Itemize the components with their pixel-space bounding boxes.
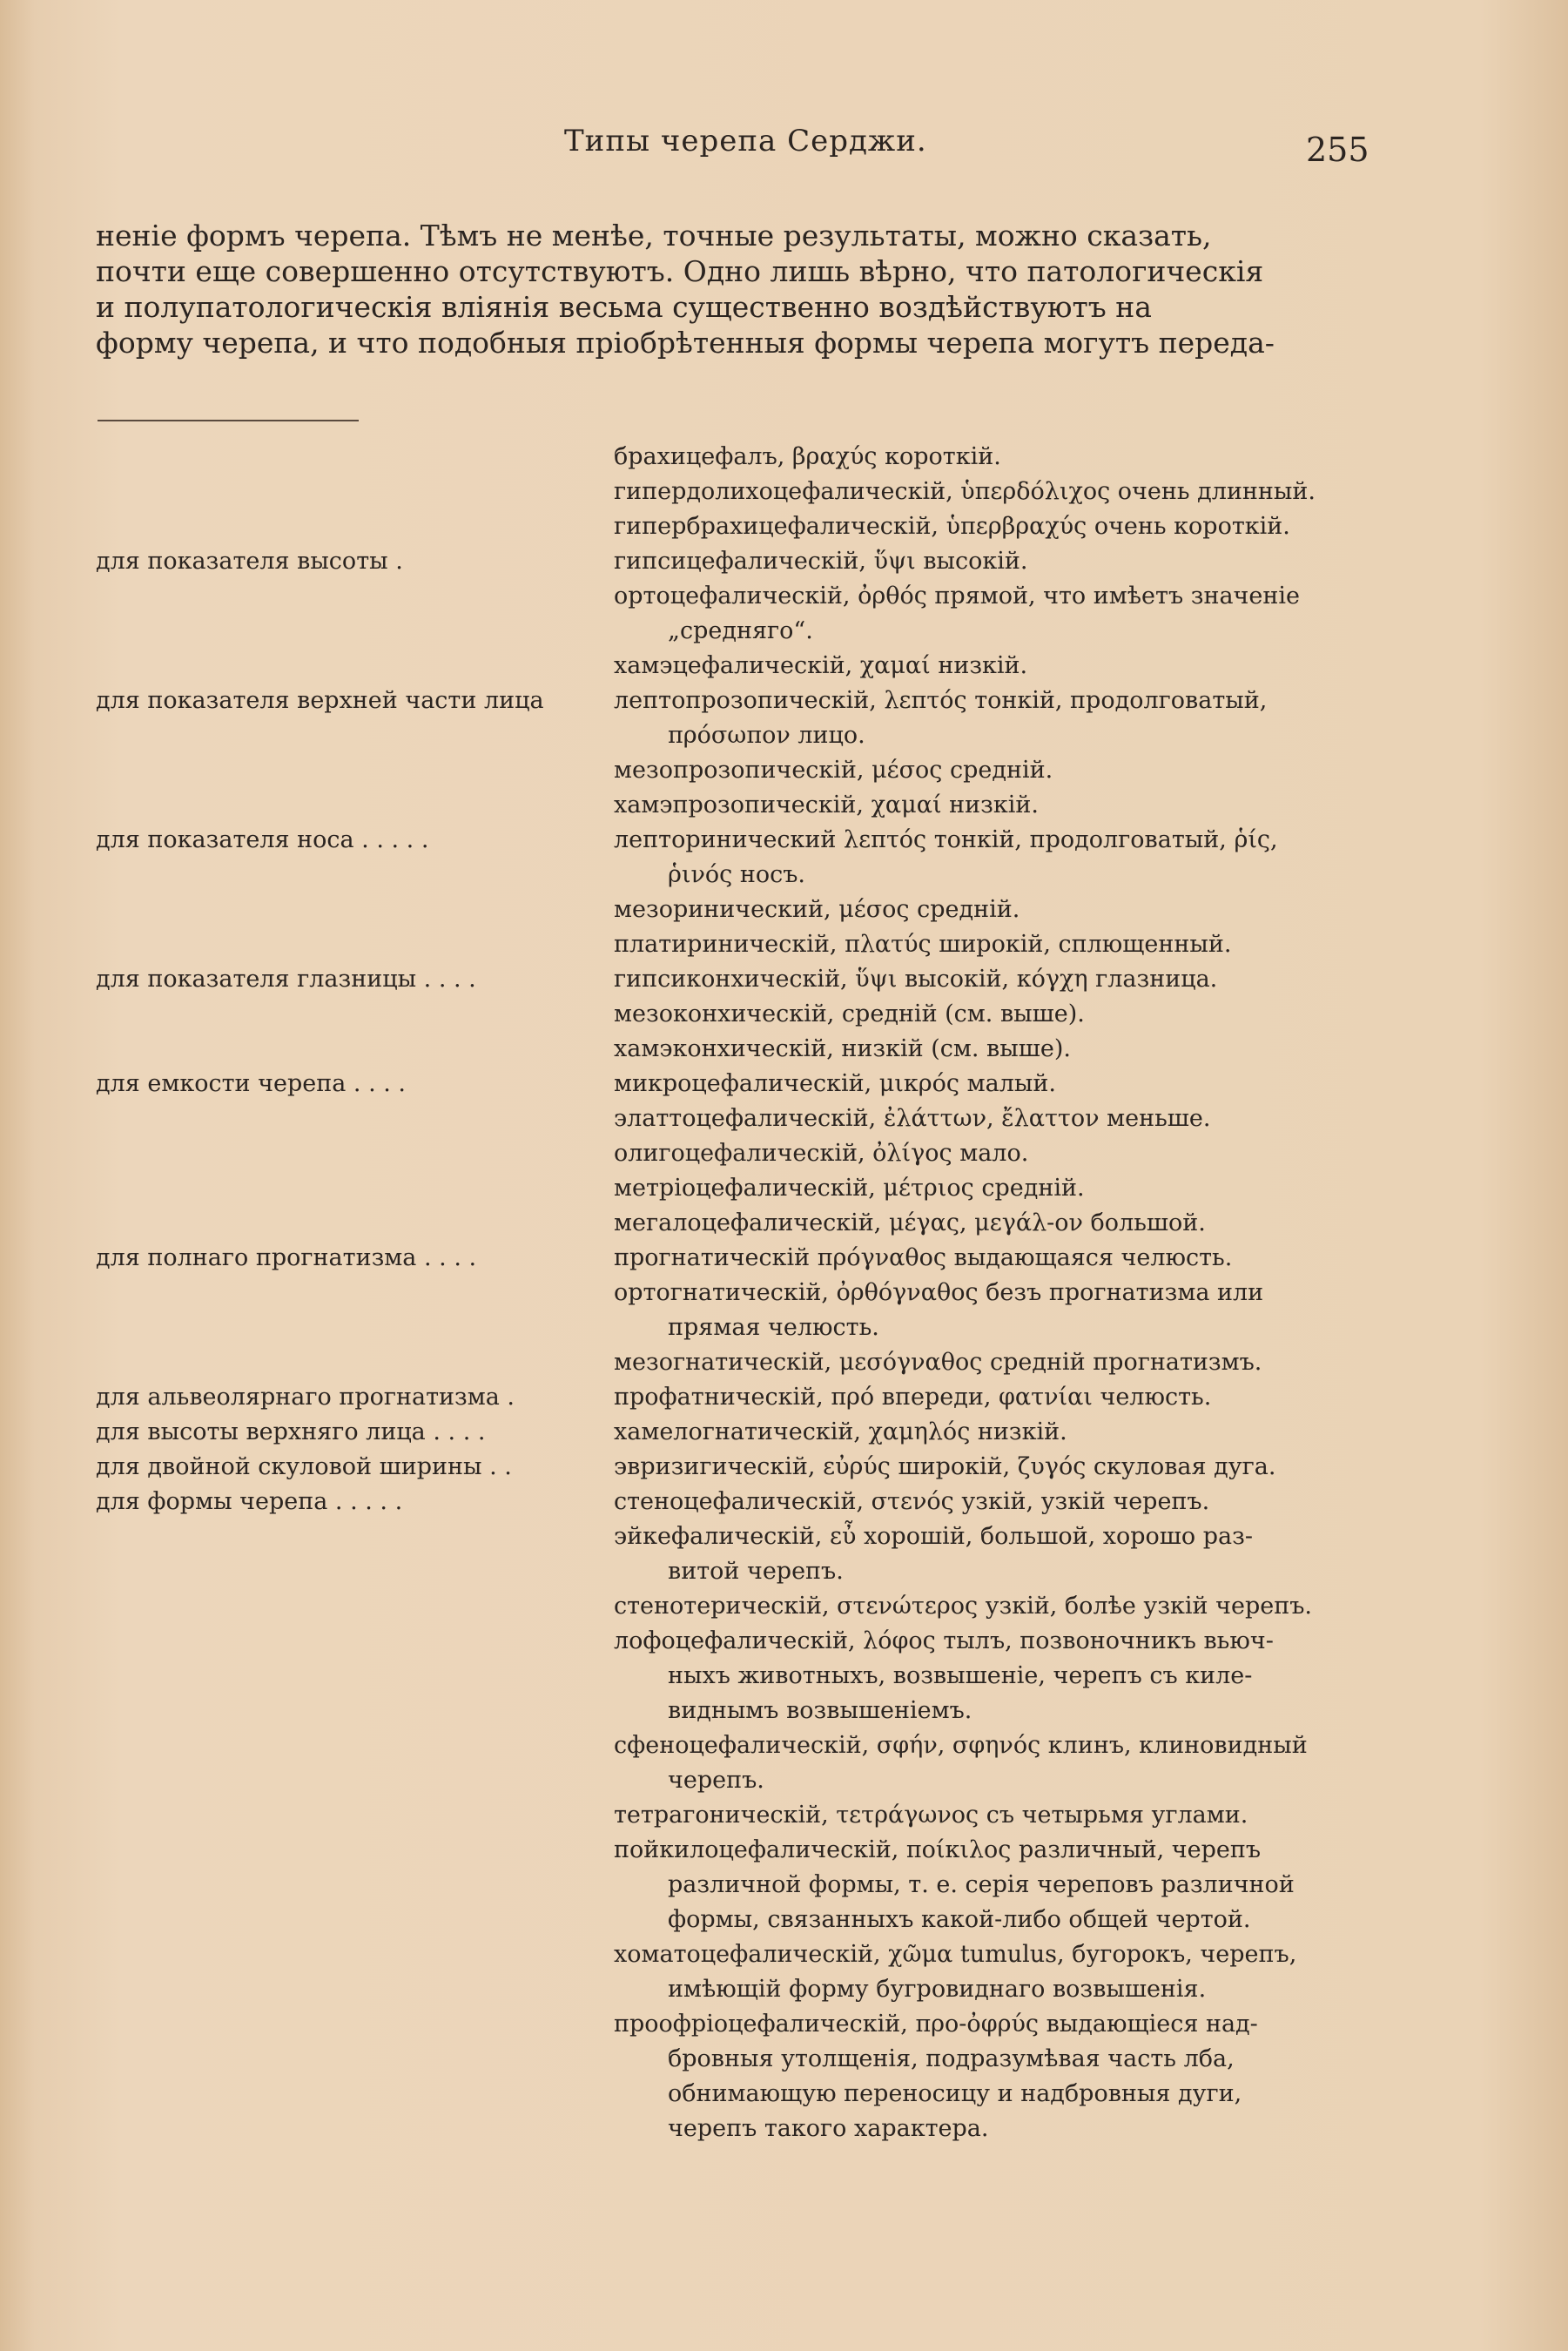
definition-line: стенотерическій, στενώτερος узкій, болѣе узкій черепъ. [614,1593,1312,1620]
definition-line: микроцефалическій, μικρός малый. [614,1070,1056,1097]
definition-line: ортогнатическій, ὀρθόγναθος безъ прогнатизма или [614,1279,1264,1306]
definition-line: метріоцефалическій, μέτριος средній. [614,1175,1085,1202]
intro-line: и полупатологическія вліянія весьма существенно воздѣйствуютъ на [96,290,1152,324]
term-definition [614,927,1363,962]
measure-label: для высоты верхняго лица . . . . [96,1418,486,1445]
term-definition [614,788,1363,823]
definition-line: виднымъ возвышеніемъ. [668,1697,972,1724]
term-entry [0,1345,1568,1380]
term-definition [614,1380,1363,1415]
term-definition [614,649,1363,684]
term-definition [614,2007,1363,2146]
measure-label: для показателя верхней части лица [96,687,544,714]
footnote-rule [98,420,359,421]
definition-line: различной формы, т. е. серія череповъ различной [668,1871,1295,1898]
definition-line: элаттоцефалическій, ἐλάττων, ἔλαττον меньше. [614,1105,1211,1132]
measure-label: для емкости черепа . . . . [96,1070,406,1097]
term-entry [0,962,1568,997]
term-definition [614,1067,1363,1101]
term-entry [0,1624,1568,1728]
term-entry [0,1450,1568,1485]
measure-label: для двойной скуловой ширины . . [96,1453,512,1480]
term-entry [0,684,1568,753]
term-definition [614,1624,1363,1728]
term-definition [614,1450,1363,1485]
definition-line: лептопрозопическій, λεπτός тонкій, продолговатый, [614,687,1268,714]
term-entry [0,1833,1568,1937]
term-definition [614,1485,1363,1519]
definition-line: обнимающую переносицу и надбровныя дуги, [668,2080,1242,2107]
definition-line: ῥινός носъ. [668,861,805,888]
term-definition [614,962,1363,997]
terminology-list [0,440,1568,2146]
term-entry [0,579,1568,649]
term-entry [0,649,1568,684]
definition-line: πρόσωπον лицо. [668,722,865,749]
term-entry [0,893,1568,927]
term-definition [614,1101,1363,1136]
term-definition [614,1276,1363,1345]
term-definition [614,1833,1363,1937]
definition-line: брахицефалъ, βραχύς короткій. [614,443,1001,470]
definition-line: ныхъ животныхъ, возвышеніе, черепъ съ киле- [668,1662,1253,1689]
definition-line: гипердолихоцефалическій, ὑπερδόλιχος очень длинный. [614,478,1316,505]
term-entry [0,1241,1568,1276]
term-entry [0,2007,1568,2146]
term-entry [0,1067,1568,1101]
term-definition [614,1415,1363,1450]
term-entry [0,1136,1568,1171]
intro-line: форму черепа, и что подобныя пріобрѣтенныя формы черепа могутъ переда- [96,326,1275,360]
definition-line: стеноцефалическій, στενός узкій, узкій черепъ. [614,1488,1210,1515]
term-definition [614,509,1363,544]
term-definition [614,1032,1363,1067]
term-definition [614,997,1363,1032]
definition-line: бровныя утолщенія, подразумѣвая часть лба, [668,2045,1235,2072]
measure-label: для альвеолярнаго прогнатизма . [96,1384,515,1411]
term-definition [614,1728,1363,1798]
term-definition [614,440,1363,475]
term-definition [614,475,1363,509]
definition-line: „средняго“. [668,617,813,644]
definition-line: проофріоцефалическій, προ-ὀφρύς выдающіеся над- [614,2011,1258,2038]
term-definition [614,1798,1363,1833]
definition-line: мезогнатическій, μεσόγναθος средній прогнатизмъ. [614,1349,1262,1376]
term-definition [614,1937,1363,2007]
term-entry [0,927,1568,962]
definition-line: мезоконхическій, средній (см. выше). [614,1000,1085,1027]
definition-line: мезоринический, μέσος средній. [614,896,1020,923]
intro-line: неніе формъ черепа. Тѣмъ не менѣе, точные результаты, можно сказать, [96,219,1212,253]
term-entry [0,544,1568,579]
term-entry [0,1206,1568,1241]
term-entry [0,1032,1568,1067]
term-definition [614,544,1363,579]
measure-label: для формы черепа . . . . . [96,1488,403,1515]
definition-line: гипербрахицефалическій, ὑπερβραχύς очень короткій. [614,513,1290,540]
definition-line: лепторинический λεπτός тонкій, продолговатый, ῥίς, [614,826,1278,853]
term-entry [0,1589,1568,1624]
definition-line: олигоцефалическій, ὀλίγος мало. [614,1140,1029,1167]
term-entry [0,1415,1568,1450]
definition-line: хамелогнатическій, χαμηλός низкій. [614,1418,1067,1445]
page-number: 255 [1306,131,1369,169]
definition-line: черепъ. [668,1767,764,1794]
definition-line: гипсиконхическій, ὕψι высокій, κόγχη глазница. [614,966,1218,993]
definition-line: мезопрозопическій, μέσος средній. [614,757,1053,784]
measure-label: для показателя глазницы . . . . [96,966,476,993]
term-entry [0,1380,1568,1415]
definition-line: ортоцефалическій, ὀρθός прямой, что имѣетъ значеніе [614,583,1300,610]
term-definition [614,1206,1363,1241]
term-definition [614,1519,1363,1589]
definition-line: сфеноцефалическій, σφήν, σφηνός клинъ, клиновидный [614,1732,1308,1759]
term-entry [0,1798,1568,1833]
definition-line: имѣющій форму бугровиднаго возвышенія. [668,1976,1207,2003]
intro-line: почти еще совершенно отсутствуютъ. Одно лишь вѣрно, что патологическія [96,254,1264,288]
definition-line: гипсицефалическій, ὕψι высокій. [614,548,1028,575]
measure-label: для полнаго прогнатизма . . . . [96,1244,477,1271]
definition-line: пойкилоцефалическій, ποίκιλος различный, черепъ [614,1836,1262,1863]
term-definition [614,1589,1363,1624]
term-entry [0,1101,1568,1136]
term-entry [0,788,1568,823]
definition-line: эвризигическій, εὐρύς широкій, ζυγός скуловая дуга. [614,1453,1276,1480]
term-entry [0,1171,1568,1206]
term-entry [0,1485,1568,1519]
term-definition [614,1345,1363,1380]
term-entry [0,509,1568,544]
term-definition [614,753,1363,788]
measure-label: для показателя носа . . . . . [96,826,429,853]
definition-line: платириническій, πλατύς широкій, сплющенный. [614,931,1232,958]
definition-line: хамэцефалическій, χαμαί низкій. [614,652,1028,679]
definition-line: витой черепъ. [668,1558,844,1585]
term-entry [0,1937,1568,2007]
term-definition [614,1171,1363,1206]
term-definition [614,1241,1363,1276]
term-entry [0,753,1568,788]
measure-label: для показателя высоты . [96,548,403,575]
definition-line: хамэпрозопическій, χαμαί низкій. [614,792,1039,818]
definition-line: профатническій, πρό впереди, φατνίαι челюсть. [614,1384,1212,1411]
definition-line: формы, связанныхъ какой-либо общей чертой. [668,1906,1251,1933]
definition-line: тетрагоническій, τετράγωνος съ четырьмя углами. [614,1802,1248,1829]
term-entry [0,1728,1568,1798]
definition-line: черепъ такого характера. [668,2115,989,2142]
term-definition [614,893,1363,927]
term-entry [0,1276,1568,1345]
intro-paragraph [96,218,1389,360]
term-entry [0,997,1568,1032]
term-definition [614,823,1363,893]
term-entry [0,823,1568,893]
term-definition [614,1136,1363,1171]
definition-line: хамэконхическій, низкій (см. выше). [614,1035,1071,1062]
definition-line: хоматоцефалическій, χῶμα tumulus, бугорокъ, черепъ, [614,1941,1297,1968]
definition-line: прогнатическій πρόγναθος выдающаяся челюсть. [614,1244,1233,1271]
definition-line: эйкефалическій, εὖ хорошій, большой, хорошо раз- [614,1523,1253,1550]
running-head-title: Типы черепа Серджи. [564,124,927,158]
definition-line: мегалоцефалическій, μέγας, μεγάλ-ον большой. [614,1209,1206,1236]
term-entry [0,440,1568,475]
term-definition [614,684,1363,753]
definition-line: прямая челюсть. [668,1314,879,1341]
term-entry [0,475,1568,509]
term-entry [0,1519,1568,1589]
term-definition [614,579,1363,649]
definition-line: лофоцефалическій, λόφος тылъ, позвоночникъ вьюч- [614,1627,1274,1654]
